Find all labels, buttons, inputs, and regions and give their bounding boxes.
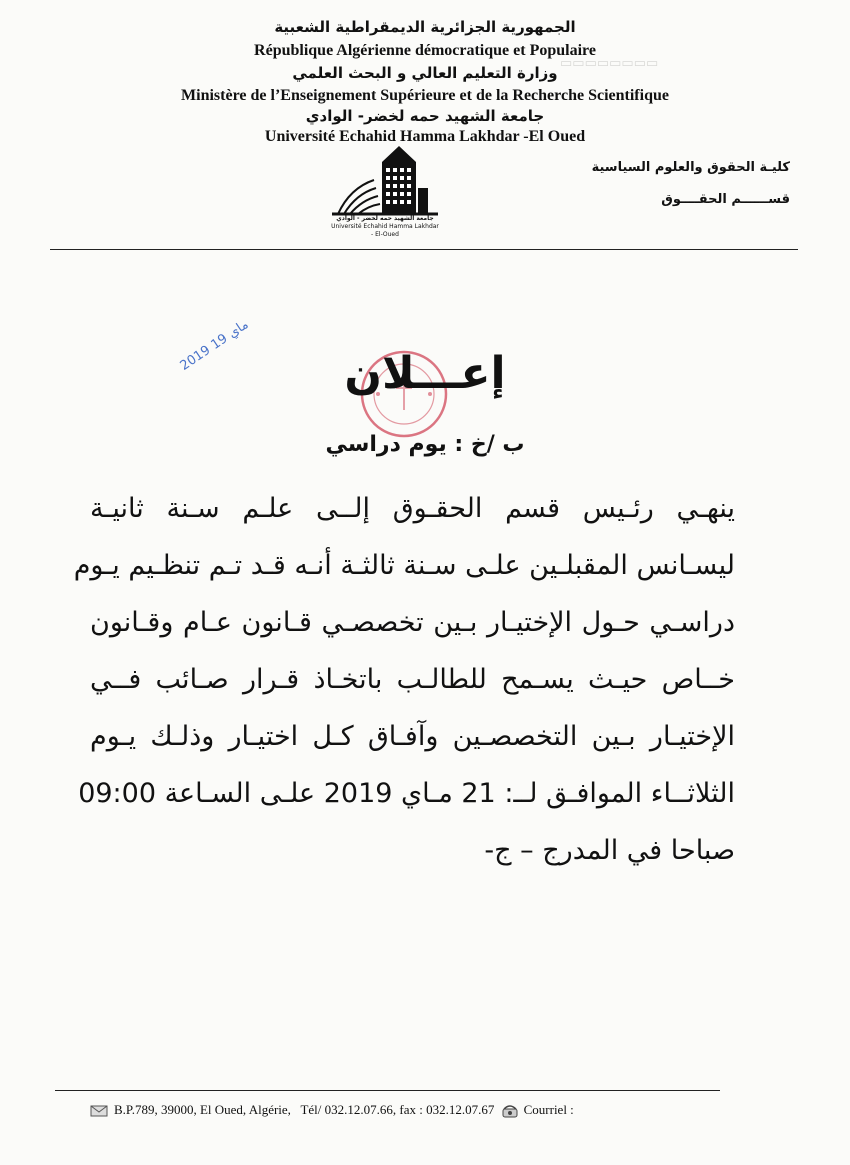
- logo-caption: [330, 215, 440, 239]
- header-republic-fr: République Algérienne démocratique et Populaire: [254, 42, 596, 59]
- header-university-fr: Université Echahid Hamma Lakhdar -El Oued: [264, 128, 586, 145]
- mail-icon: [90, 1105, 108, 1117]
- body-line: خــاص حيـث يسـمح للطالـب باتخـاذ قـرار صـائب فــي: [90, 664, 735, 695]
- faculty-name: كليـة الحقوق والعلوم السياسية: [591, 160, 790, 175]
- header-university-ar: جامعة الشهيد حمه لخضر- الوادي: [305, 107, 545, 125]
- announcement-body: [73, 480, 735, 879]
- body-line: دراسـي حـول الإختيـار بـين تخصصـي قـانون عـام وقـانون: [90, 607, 735, 638]
- header-divider: [50, 249, 798, 250]
- footer-email-label: Courriel :: [523, 1102, 574, 1117]
- logo-caption-fr: Université Echahid Hamma Lakhdar - El-Oued: [331, 223, 439, 238]
- announcement-subject: ب /خ : يوم دراسي: [325, 432, 525, 457]
- header-ministry-ar: وزارة التعليم العالي و البحث العلمي: [292, 64, 558, 82]
- department-name: قســــــم الحقــــوق: [661, 192, 790, 207]
- phone-icon: [502, 1104, 518, 1118]
- header-republic-ar: الجمهورية الجزائرية الديمقراطية الشعبية: [274, 18, 576, 36]
- body-line: ليسـانس المقبلـين علـى سـنة ثالثـة أنـه قـد تـم تنظـيم يـوم: [73, 550, 735, 581]
- body-line: ينهـي رئـيس قسم الحقـوق إلــى علـم سـنة ثانيـة: [90, 493, 735, 524]
- body-line: الثلاثــاء الموافـق لــ: 21 مـاي 2019 علـى السـاعة 09:00: [78, 778, 735, 809]
- body-line: الإختيـار بـين التخصصـين وآفـاق كـل اختيـار وذلـك يـوم: [90, 721, 735, 752]
- footer-address: B.P.789, 39000, El Oued, Algérie,: [114, 1102, 291, 1117]
- footer-contact: [90, 1102, 574, 1118]
- header-ministry-fr: Ministère de l’Enseignement Supérieure et de la Recherche Scientifique: [181, 87, 669, 104]
- announcement-title: إعـــلان: [344, 348, 506, 399]
- date-stamp: 2019 ماي 19: [177, 317, 252, 374]
- body-line: صباحا في المدرج – ج-: [484, 835, 735, 866]
- logo-caption-ar: جامعة الشهيد حمه لخضر - الوادي: [336, 215, 434, 222]
- footer-phone-fax: Tél/ 032.12.07.66, fax : 032.12.07.67: [300, 1102, 495, 1117]
- show-through: ▭▭▭▭▭▭▭▭: [560, 55, 659, 70]
- footer-divider: [55, 1090, 720, 1091]
